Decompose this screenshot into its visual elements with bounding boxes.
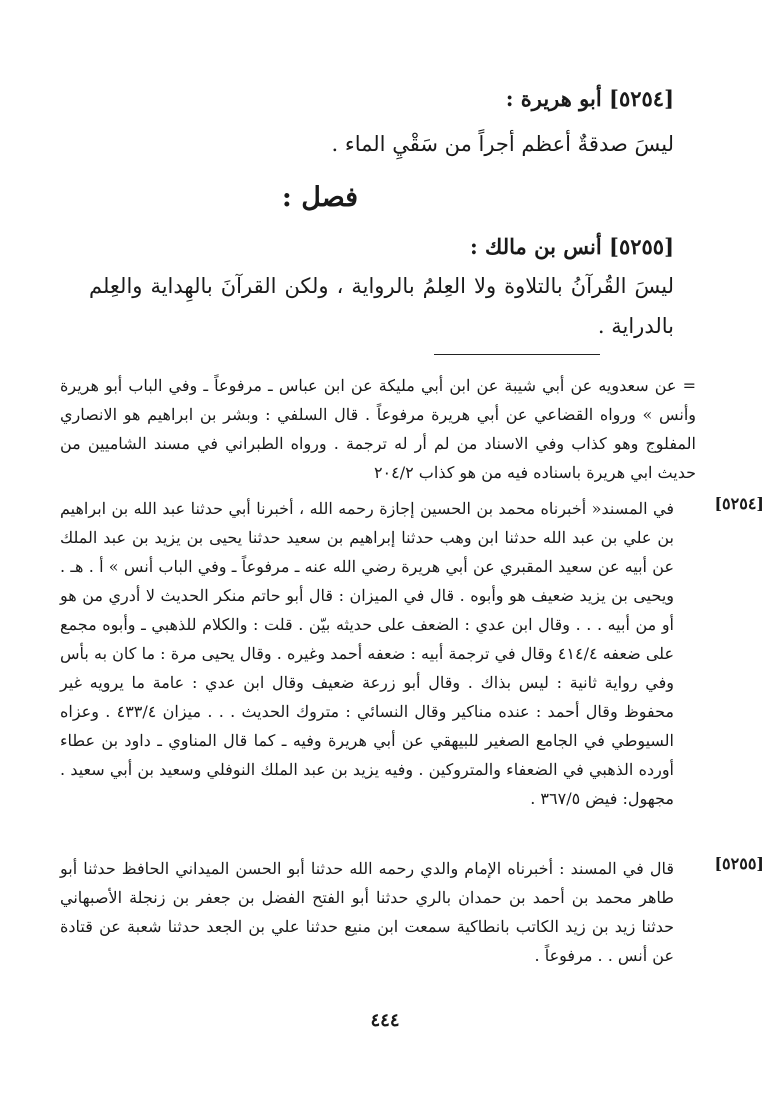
hadith-number: [٥٢٥٤] [609, 86, 674, 111]
footnote-text: قال في المسند : أخبرناه الإمام والدي رحمه الله حدثنا أبو الحسن الميداني الحافظ حدثنا أبو طاهر محمد بن أحمد بن حمدان بالري حدثنا أبو الفتح الفضل بن جعفر بن زنجلة الأصبهاني حدثنا زيد بن زيد الكاتب بانطاكية سمعت ابن منيع حدثنا علي بن الجعد حدثنا شعبة عن قتادة عن أنس . . مرفوعاً . [60, 859, 675, 965]
footnote-divider [434, 354, 600, 355]
hadith-number: [٥٢٥٥] [609, 234, 674, 259]
section-heading: فصل : [281, 182, 359, 213]
hadith-narrator: أنس بن مالك : [469, 234, 602, 259]
hadith-heading [114, 86, 674, 111]
footnote-number: [٥٢٥٥] [714, 854, 764, 873]
hadith-text: ليسَ صدقةٌ أعظم أجراً من سَقْيِ الماء . [331, 132, 674, 156]
footnote-continuation: = عن سعدويه عن أبي شيبة عن ابن أبي مليكة عن ابن عباس ـ مرفوعاً ـ وفي الباب أبو هريرة وأنس » ورواه القضاعي عن أبي هريرة مرفوعاً . قال السلفي : وبشر بن ابراهيم هو الانصاري المفلوج وهو كذاب وفي الاسناد من لم أر له ترجمة . ورواه الطبراني في مسند الشاميين من حديث ابي هريرة باسناده فيه من هو كذاب ٢٠٤/٢ [60, 376, 696, 482]
footnote-number: [٥٢٥٤] [714, 494, 764, 513]
hadith-text: ليسَ القُرآنُ بالتلاوة ولا العِلمُ بالرواية ، ولكن القرآنَ بالهِداية والعِلم بالدراية . [89, 274, 674, 338]
hadith-heading [114, 234, 674, 259]
footnote-text: في المسند« أخبرناه محمد بن الحسين إجازة رحمه الله ، أخبرنا أبي حدثنا عبد الله بن ابراهيم بن علي بن عبد الله حدثنا ابن وهب حدثنا إبراهيم بن سعيد حدثنا يحيى بن يزيد بن عبد الملك عن أبيه عن سعيد المقبري عن أبي هريرة رضي الله عنه ـ مرفوعاً ـ وفي الباب أنس » أ . هـ . ويحيى بن يزيد ضعيف هو وأبوه . قال في الميزان : قال أبو حاتم منكر الحديث لا أدري من هو أو من أبيه . . . وقال ابن عدي : الضعف على حديثه بيّن . قلت : والكلام للذهبي ـ وأبوه مجمع على ضعفه ٤١٤/٤ وقال في ترجمة أبيه : ضعفه أحمد وغيره . وقال يحيى مرة : ما كان به بأس وفي رواية ثانية : ليس بذاك . وقال أبو زرعة ضعيف وقال ابن عدي : عامة ما يرويه غير محفوظ وقال أحمد : عنده مناكير وقال النسائي : متروك الحديث . . . ميزان ٤٣٣/٤ . وعزاه السيوطي في الجامع الصغير للبيهقي عن أبي هريرة وفيه ـ كما قال المناوي ـ داود بن عطاء أورده الذهبي في الضعفاء والمتروكين . وفيه يزيد بن عبد الملك النوفلي وسعيد بن أبي سعيد . مجهول: فيض ٣٦٧/٥ . [60, 499, 675, 808]
page-number: ٤٤٤ [370, 1010, 400, 1031]
hadith-narrator: أبو هريرة : [505, 86, 602, 111]
